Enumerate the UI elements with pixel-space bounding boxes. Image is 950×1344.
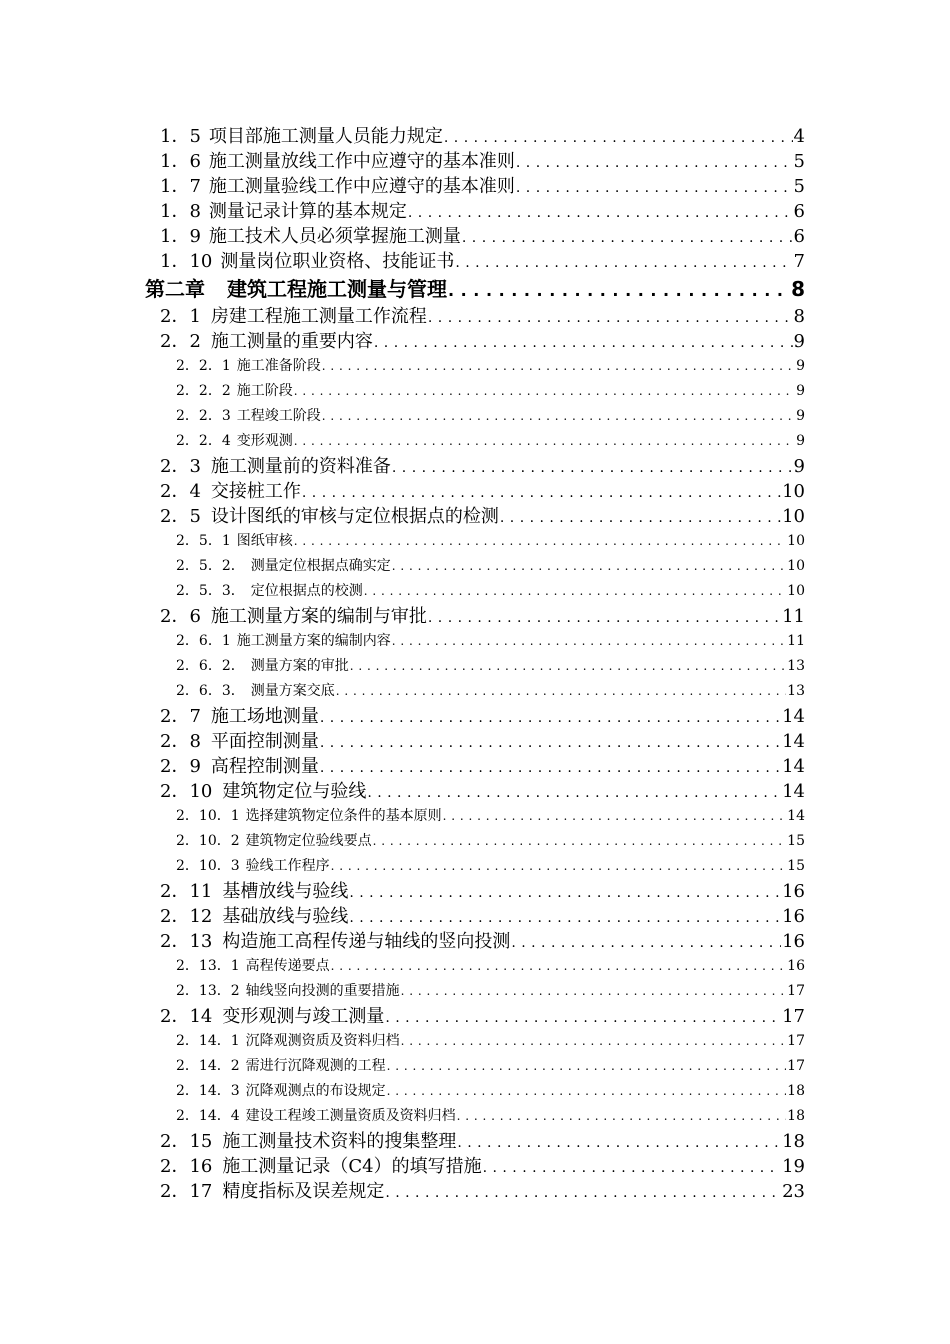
- toc-entry-page: 9: [796, 358, 805, 374]
- toc-entry[interactable]: [176, 529, 805, 554]
- toc-entry-page: 9: [796, 433, 805, 449]
- toc-entry-number: 2．2．2: [176, 383, 231, 399]
- toc-entry-page: 9: [793, 456, 805, 477]
- toc-entry[interactable]: [160, 729, 805, 754]
- toc-leader-dots: [516, 176, 793, 199]
- toc-leader-dots: [448, 276, 790, 304]
- toc-entry-title: 施工测量记录（C4）的填写措施: [222, 1156, 482, 1177]
- toc-leader-dots: [320, 706, 781, 729]
- toc-leader-dots: [385, 1006, 781, 1029]
- toc-entry-page: 9: [793, 331, 805, 352]
- toc-entry[interactable]: [176, 1104, 805, 1129]
- toc-entry-number: 第二章: [145, 277, 205, 301]
- toc-entry-number: 2．14．3: [176, 1083, 240, 1099]
- toc-entry-number: 2．6．3．: [176, 683, 245, 699]
- toc-entry[interactable]: [176, 379, 805, 404]
- toc-entry-page: 15: [787, 833, 805, 849]
- toc-leader-dots: [387, 1079, 787, 1104]
- toc-entry-title: 施工测量方案的编制与审批: [210, 606, 427, 627]
- toc-entry[interactable]: [160, 149, 805, 174]
- toc-leader-dots: [364, 579, 786, 604]
- toc-leader-dots: [322, 354, 795, 379]
- toc-entry-title: 施工准备阶段: [236, 358, 321, 374]
- toc-entry[interactable]: [160, 904, 805, 929]
- toc-entry-title: 房建工程施工测量工作流程: [210, 306, 427, 327]
- toc-entry-number: 2．5．3．: [176, 583, 245, 599]
- toc-entry-number: 2．11: [160, 881, 213, 902]
- toc-entry-number: 1．8: [160, 201, 201, 222]
- toc-entry-number: 2．13．1: [176, 958, 240, 974]
- toc-leader-dots: [455, 251, 792, 274]
- toc-entry-page: 7: [793, 251, 805, 272]
- toc-entry-number: 1．6: [160, 151, 201, 172]
- toc-entry-title: 验线工作程序: [245, 858, 330, 874]
- toc-leader-dots: [428, 306, 793, 329]
- toc-entry-page: 10: [787, 533, 805, 549]
- toc-entry-number: 1．5: [160, 126, 201, 147]
- toc-entry-page: 6: [793, 201, 805, 222]
- toc-entry-title: 基础放线与验线: [222, 906, 349, 927]
- toc-entry[interactable]: [176, 679, 805, 704]
- toc-leader-dots: [349, 906, 781, 929]
- toc-leader-dots: [294, 379, 795, 404]
- toc-entry-page: 16: [787, 958, 805, 974]
- toc-leader-dots: [350, 654, 786, 679]
- toc-entry-number: 2．5．1: [176, 533, 231, 549]
- toc-entry[interactable]: [176, 654, 805, 679]
- toc-entry[interactable]: [160, 174, 805, 199]
- toc-entry-number: 2．14: [160, 1006, 213, 1027]
- toc-leader-dots: [401, 1029, 787, 1054]
- toc-entry-page: 4: [793, 126, 805, 147]
- toc-entry[interactable]: [160, 1154, 805, 1179]
- toc-entry-number: 2．1: [160, 306, 201, 327]
- toc-entry[interactable]: [160, 1129, 805, 1154]
- toc-entry-number: 1．10: [160, 251, 213, 272]
- toc-entry-page: 16: [782, 881, 805, 902]
- toc-leader-dots: [385, 1181, 781, 1204]
- toc-entry[interactable]: [176, 954, 805, 979]
- toc-entry[interactable]: [160, 929, 805, 954]
- toc-entry-page: 16: [782, 931, 805, 952]
- toc-entry[interactable]: [176, 629, 805, 654]
- toc-entry-title: 施工测量的重要内容: [210, 331, 373, 352]
- toc-leader-dots: [302, 481, 781, 504]
- toc-entry-title: 交接桩工作: [210, 481, 301, 502]
- toc-entry-number: 2．7: [160, 706, 201, 727]
- toc-entry-page: 19: [782, 1156, 805, 1177]
- toc-entry-title: 测量记录计算的基本规定: [208, 201, 407, 222]
- toc-entry-title: 施工测量验线工作中应遵守的基本准则: [208, 176, 515, 197]
- toc-entry-page: 13: [787, 683, 805, 699]
- toc-entry-title: 变形观测与竣工测量: [222, 1006, 385, 1027]
- toc-entry[interactable]: [160, 454, 805, 479]
- toc-entry-page: 18: [782, 1131, 805, 1152]
- toc-entry-number: 2．2: [160, 331, 201, 352]
- toc-entry-number: 2．17: [160, 1181, 213, 1202]
- toc-entry-page: 17: [787, 1033, 805, 1049]
- toc-entry[interactable]: [160, 704, 805, 729]
- toc-entry[interactable]: [176, 429, 805, 454]
- toc-entry[interactable]: [160, 329, 805, 354]
- toc-entry[interactable]: [160, 604, 805, 629]
- toc-entry-title: 建设工程竣工测量资质及资料归档: [245, 1108, 456, 1124]
- toc-entry-title: 建筑物定位与验线: [222, 781, 367, 802]
- toc-leader-dots: [408, 201, 793, 224]
- toc-entry-title: 变形观测: [236, 433, 293, 449]
- toc-entry-title: 沉降观测资质及资料归档: [245, 1033, 400, 1049]
- toc-entry[interactable]: [176, 1054, 805, 1079]
- toc-entry[interactable]: [176, 979, 805, 1004]
- toc-entry-page: 10: [787, 583, 805, 599]
- toc-entry[interactable]: [160, 504, 805, 529]
- toc-leader-dots: [511, 931, 781, 954]
- toc-entry-page: 13: [787, 658, 805, 674]
- toc-entry-page: 14: [782, 731, 805, 752]
- toc-entry-number: 2．14．2: [176, 1058, 240, 1074]
- toc-entry-number: 2．10: [160, 781, 213, 802]
- toc-leader-dots: [428, 606, 781, 629]
- toc-entry-number: 2．6．2．: [176, 658, 245, 674]
- toc-entry-number: 2．2．4: [176, 433, 231, 449]
- toc-entry[interactable]: [176, 354, 805, 379]
- toc-entry[interactable]: [160, 879, 805, 904]
- toc-entry-title: 精度指标及误差规定: [222, 1181, 385, 1202]
- toc-entry-page: 10: [782, 481, 805, 502]
- toc-leader-dots: [443, 804, 787, 829]
- toc-entry-title: 施工测量技术资料的搜集整理: [222, 1131, 457, 1152]
- toc-entry-page: 17: [782, 1006, 805, 1027]
- toc-entry-title: 施工测量方案的编制内容: [236, 633, 391, 649]
- toc-entry-page: 11: [787, 633, 805, 649]
- toc-leader-dots: [516, 151, 793, 174]
- toc-chapter-heading[interactable]: [145, 274, 805, 304]
- toc-entry-number: 2．10．1: [176, 808, 240, 824]
- toc-entry-page: 14: [782, 756, 805, 777]
- toc-leader-dots: [322, 404, 795, 429]
- toc-leader-dots: [320, 731, 781, 754]
- toc-entry-title: 测量方案交底: [250, 683, 335, 699]
- toc-entry-title: 设计图纸的审核与定位根据点的检测: [210, 506, 499, 527]
- toc-entry[interactable]: [176, 579, 805, 604]
- toc-entry[interactable]: [160, 1004, 805, 1029]
- toc-leader-dots: [500, 506, 781, 529]
- toc-entry-title: 施工阶段: [236, 383, 293, 399]
- toc-leader-dots: [392, 456, 793, 479]
- toc-entry-number: 2．8: [160, 731, 201, 752]
- toc-entry-number: 2．5: [160, 506, 201, 527]
- toc-entry-page: 18: [787, 1108, 805, 1124]
- toc-entry-number: 2．4: [160, 481, 201, 502]
- toc-entry[interactable]: [176, 1079, 805, 1104]
- toc-entry-title: 测量方案的审批: [250, 658, 349, 674]
- toc-entry-page: 11: [782, 606, 805, 627]
- toc-entry-page: 10: [787, 558, 805, 574]
- toc-entry[interactable]: [160, 224, 805, 249]
- toc-entry-page: 8: [791, 277, 805, 301]
- toc-entry-page: 6: [793, 226, 805, 247]
- toc-leader-dots: [462, 226, 793, 249]
- toc-entry-number: 2．10．3: [176, 858, 240, 874]
- toc-entry-page: 16: [782, 906, 805, 927]
- toc-leader-dots: [331, 954, 787, 979]
- toc-entry-title: 高程控制测量: [210, 756, 319, 777]
- toc-leader-dots: [373, 829, 787, 854]
- toc-entry-number: 2．3: [160, 456, 201, 477]
- toc-entry-number: 2．10．2: [176, 833, 240, 849]
- toc-entry-number: 2．2．1: [176, 358, 231, 374]
- toc-entry-title: 图纸审核: [236, 533, 293, 549]
- toc-entry-title: 轴线竖向投测的重要措施: [245, 983, 400, 999]
- toc-entry-page: 14: [782, 706, 805, 727]
- toc-entry-number: 1．7: [160, 176, 201, 197]
- toc-leader-dots: [294, 529, 786, 554]
- toc-leader-dots: [349, 881, 781, 904]
- toc-entry[interactable]: [176, 554, 805, 579]
- toc-entry[interactable]: [160, 754, 805, 779]
- toc-entry-title: 选择建筑物定位条件的基本原则: [245, 808, 442, 824]
- toc-leader-dots: [457, 1104, 787, 1129]
- toc-entry-page: 15: [787, 858, 805, 874]
- toc-entry-number: 2．2．3: [176, 408, 231, 424]
- toc-entry-page: 17: [787, 1058, 805, 1074]
- toc-entry-number: 2．13: [160, 931, 213, 952]
- toc-leader-dots: [387, 1054, 787, 1079]
- toc-entry-title: 沉降观测点的布设规定: [245, 1083, 386, 1099]
- toc-entry-title: 测量岗位职业资格、技能证书: [220, 251, 455, 272]
- toc-entry-number: 2．5．2．: [176, 558, 245, 574]
- toc-entry-title: 测量定位根据点确实定: [250, 558, 391, 574]
- toc-entry-number: 2．14．4: [176, 1108, 240, 1124]
- toc-entry[interactable]: [160, 199, 805, 224]
- toc-entry-page: 23: [782, 1181, 805, 1202]
- toc-entry-title: 定位根据点的校测: [250, 583, 363, 599]
- toc-entry-page: 14: [787, 808, 805, 824]
- toc-entry-title: 施工场地测量: [210, 706, 319, 727]
- toc-entry-number: 2．16: [160, 1156, 213, 1177]
- toc-entry-number: 2．9: [160, 756, 201, 777]
- toc-entry-page: 9: [796, 383, 805, 399]
- toc-leader-dots: [401, 979, 787, 1004]
- toc-entry-title: 构造施工高程传递与轴线的竖向投测: [222, 931, 511, 952]
- toc-entry[interactable]: [160, 479, 805, 504]
- toc-entry-page: 10: [782, 506, 805, 527]
- toc-leader-dots: [392, 554, 786, 579]
- toc-leader-dots: [294, 429, 795, 454]
- toc-entry-number: 2．12: [160, 906, 213, 927]
- toc-entry-title: 工程竣工阶段: [236, 408, 321, 424]
- toc-entry[interactable]: [160, 304, 805, 329]
- toc-entry-page: 9: [796, 408, 805, 424]
- toc-entry-page: 5: [793, 176, 805, 197]
- toc-entry-page: 14: [782, 781, 805, 802]
- toc-entry-page: 18: [787, 1083, 805, 1099]
- table-of-contents: [0, 124, 950, 1204]
- toc-entry-number: 1．9: [160, 226, 201, 247]
- toc-entry-title: 施工技术人员必须掌握施工测量: [208, 226, 461, 247]
- toc-leader-dots: [392, 629, 786, 654]
- toc-entry[interactable]: [160, 779, 805, 804]
- toc-entry-title: 项目部施工测量人员能力规定: [208, 126, 443, 147]
- toc-leader-dots: [483, 1156, 782, 1179]
- toc-entry-title: 基槽放线与验线: [222, 881, 349, 902]
- toc-entry[interactable]: [160, 249, 805, 274]
- toc-entry[interactable]: [176, 1029, 805, 1054]
- toc-entry-title: 施工测量放线工作中应遵守的基本准则: [208, 151, 515, 172]
- toc-leader-dots: [331, 854, 787, 879]
- toc-leader-dots: [444, 126, 793, 149]
- toc-entry[interactable]: [176, 829, 805, 854]
- toc-leader-dots: [336, 679, 786, 704]
- toc-entry-number: 2．6: [160, 606, 201, 627]
- toc-leader-dots: [367, 781, 781, 804]
- toc-entry[interactable]: [160, 124, 805, 149]
- toc-leader-dots: [320, 756, 781, 779]
- toc-leader-dots: [457, 1131, 781, 1154]
- toc-entry-title: 平面控制测量: [210, 731, 319, 752]
- toc-entry-title: 建筑工程施工测量与管理: [227, 277, 447, 301]
- toc-leader-dots: [374, 331, 793, 354]
- toc-entry-title: 需进行沉降观测的工程: [245, 1058, 386, 1074]
- toc-entry-title: 高程传递要点: [245, 958, 330, 974]
- toc-entry-page: 17: [787, 983, 805, 999]
- toc-entry-number: 2．14．1: [176, 1033, 240, 1049]
- toc-entry-title: 施工测量前的资料准备: [210, 456, 391, 477]
- toc-entry[interactable]: [176, 404, 805, 429]
- toc-entry-number: 2．6．1: [176, 633, 231, 649]
- toc-entry-number: 2．15: [160, 1131, 213, 1152]
- toc-entry-page: 5: [793, 151, 805, 172]
- toc-entry[interactable]: [176, 804, 805, 829]
- toc-entry-title: 建筑物定位验线要点: [245, 833, 372, 849]
- toc-entry[interactable]: [160, 1179, 805, 1204]
- toc-entry-page: 8: [793, 306, 805, 327]
- toc-entry[interactable]: [176, 854, 805, 879]
- toc-entry-number: 2．13．2: [176, 983, 240, 999]
